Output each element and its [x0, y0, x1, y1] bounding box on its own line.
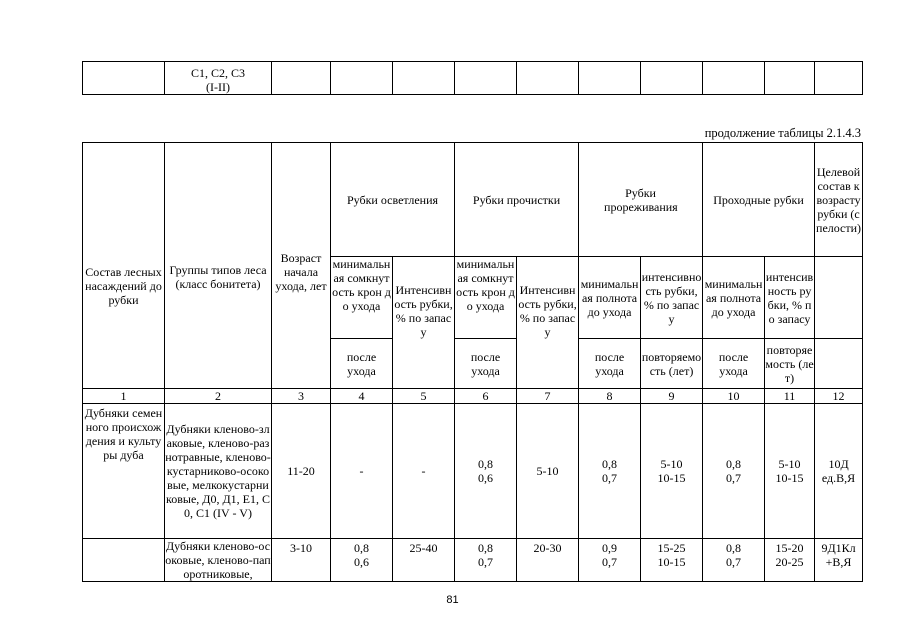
- header-min-density: минимальная полнота до ухода: [579, 257, 641, 339]
- header-cut-intensity: интенсивность рубки, % по запасу: [641, 257, 703, 339]
- header-cleaning: Рубки прочистки: [455, 143, 579, 257]
- column-number: 4: [331, 389, 393, 404]
- forest-group-cell: Дубняки кленово-злаковые, кленово-разнотравные, кленово-кустарниково-осоковые, мелкокустарниковые, Д0, Д1, Е1, С0, С1 (IV - V): [165, 404, 272, 539]
- table-cell: [83, 62, 165, 95]
- header-cut-intensity: интенсивность рубки, % по запасу: [765, 257, 815, 339]
- value-cell: 20-30: [517, 539, 579, 582]
- header-after-care: после ухода: [579, 339, 641, 389]
- table-cell: [579, 62, 641, 95]
- value-cell: 5-10 10-15: [641, 404, 703, 539]
- age-cell: 11-20: [272, 404, 331, 539]
- table-cell: [765, 62, 815, 95]
- column-number: 7: [517, 389, 579, 404]
- table-cell: [641, 62, 703, 95]
- value-cell: 25-40: [393, 539, 455, 582]
- header-repeatability: повторяемость (лет): [765, 339, 815, 389]
- value-cell: 10Д ед.В,Я: [815, 404, 863, 539]
- composition-cell: [83, 539, 165, 582]
- value-cell: 9Д1Кл +В,Я: [815, 539, 863, 582]
- column-number: 6: [455, 389, 517, 404]
- continuation-note: продолжение таблицы 2.1.4.3: [704, 126, 861, 140]
- table-cell: [703, 62, 765, 95]
- column-number: 8: [579, 389, 641, 404]
- table-cell: [272, 62, 331, 95]
- composition-cell: Дубняки семенного происхождения и культуры дуба: [83, 404, 165, 539]
- value-cell: 0,8 0,7: [703, 539, 765, 582]
- header-min-canopy: минимальная сомкнутость крон до ухода: [455, 257, 517, 339]
- table-cell: [393, 62, 455, 95]
- header-thinning: Рубки прореживания: [579, 143, 703, 257]
- table-row: [83, 404, 863, 539]
- header-forest-groups: Группы типов леса (класс бонитета): [165, 143, 272, 389]
- header-min-canopy: минимальная сомкнутость крон до ухода: [331, 257, 393, 339]
- table-cell: [455, 62, 517, 95]
- header-composition: Состав лесных насаждений до рубки: [83, 143, 165, 389]
- value-cell: 15-25 10-15: [641, 539, 703, 582]
- table-cell: [517, 62, 579, 95]
- value-cell: 0,9 0,7: [579, 539, 641, 582]
- column-number: 5: [393, 389, 455, 404]
- value-cell: 0,8 0,6: [331, 539, 393, 582]
- header-start-age: Возраст начала ухода, лет: [272, 143, 331, 389]
- main-table: [82, 142, 863, 582]
- header-repeatability: повторяемость (лет): [641, 339, 703, 389]
- forest-group-cell: Дубняки кленово-осоковые, кленово-папоротниковые,: [165, 539, 271, 581]
- age-cell: 3-10: [272, 539, 331, 582]
- value-cell: -: [331, 404, 393, 539]
- table-cell: [815, 257, 863, 339]
- header-after-care: после ухода: [455, 339, 517, 389]
- page-number: 81: [446, 594, 459, 606]
- value-cell: 15-20 20-25: [765, 539, 815, 582]
- column-number: 3: [272, 389, 331, 404]
- header-after-care: после ухода: [703, 339, 765, 389]
- table-row: [83, 539, 863, 582]
- table-cell: [331, 62, 393, 95]
- value-cell: 5-10 10-15: [765, 404, 815, 539]
- value-cell: 0,8 0,7: [579, 404, 641, 539]
- value-cell: 0,8 0,6: [455, 404, 517, 539]
- column-number: 12: [815, 389, 863, 404]
- header-after-care: после ухода: [331, 339, 393, 389]
- value-cell: 0,8 0,7: [455, 539, 517, 582]
- column-number: 1: [83, 389, 165, 404]
- column-number: 2: [165, 389, 272, 404]
- table-cell: [815, 339, 863, 389]
- header-intensity-stock: Интенсивность рубки, % по запасу: [393, 257, 455, 389]
- forest-group-cell: С1, С2, С3 (I-II): [165, 62, 272, 95]
- table-cell: [815, 62, 863, 95]
- header-intensity-stock: Интенсивность рубки, % по запасу: [517, 257, 579, 389]
- column-number: 11: [765, 389, 815, 404]
- value-cell: 0,8 0,7: [703, 404, 765, 539]
- value-cell: -: [393, 404, 455, 539]
- header-passing: Проходные рубки: [703, 143, 815, 257]
- column-number-row: [83, 389, 863, 404]
- value-cell: 5-10: [517, 404, 579, 539]
- header-target: Целевой состав к возрасту рубки (спелости): [815, 143, 863, 257]
- column-number: 10: [703, 389, 765, 404]
- table-row: [83, 62, 863, 95]
- previous-table-fragment: [82, 61, 863, 95]
- header-min-density: минимальная полнота до ухода: [703, 257, 765, 339]
- column-number: 9: [641, 389, 703, 404]
- header-clarification: Рубки осветления: [331, 143, 455, 257]
- header-row: [83, 143, 863, 257]
